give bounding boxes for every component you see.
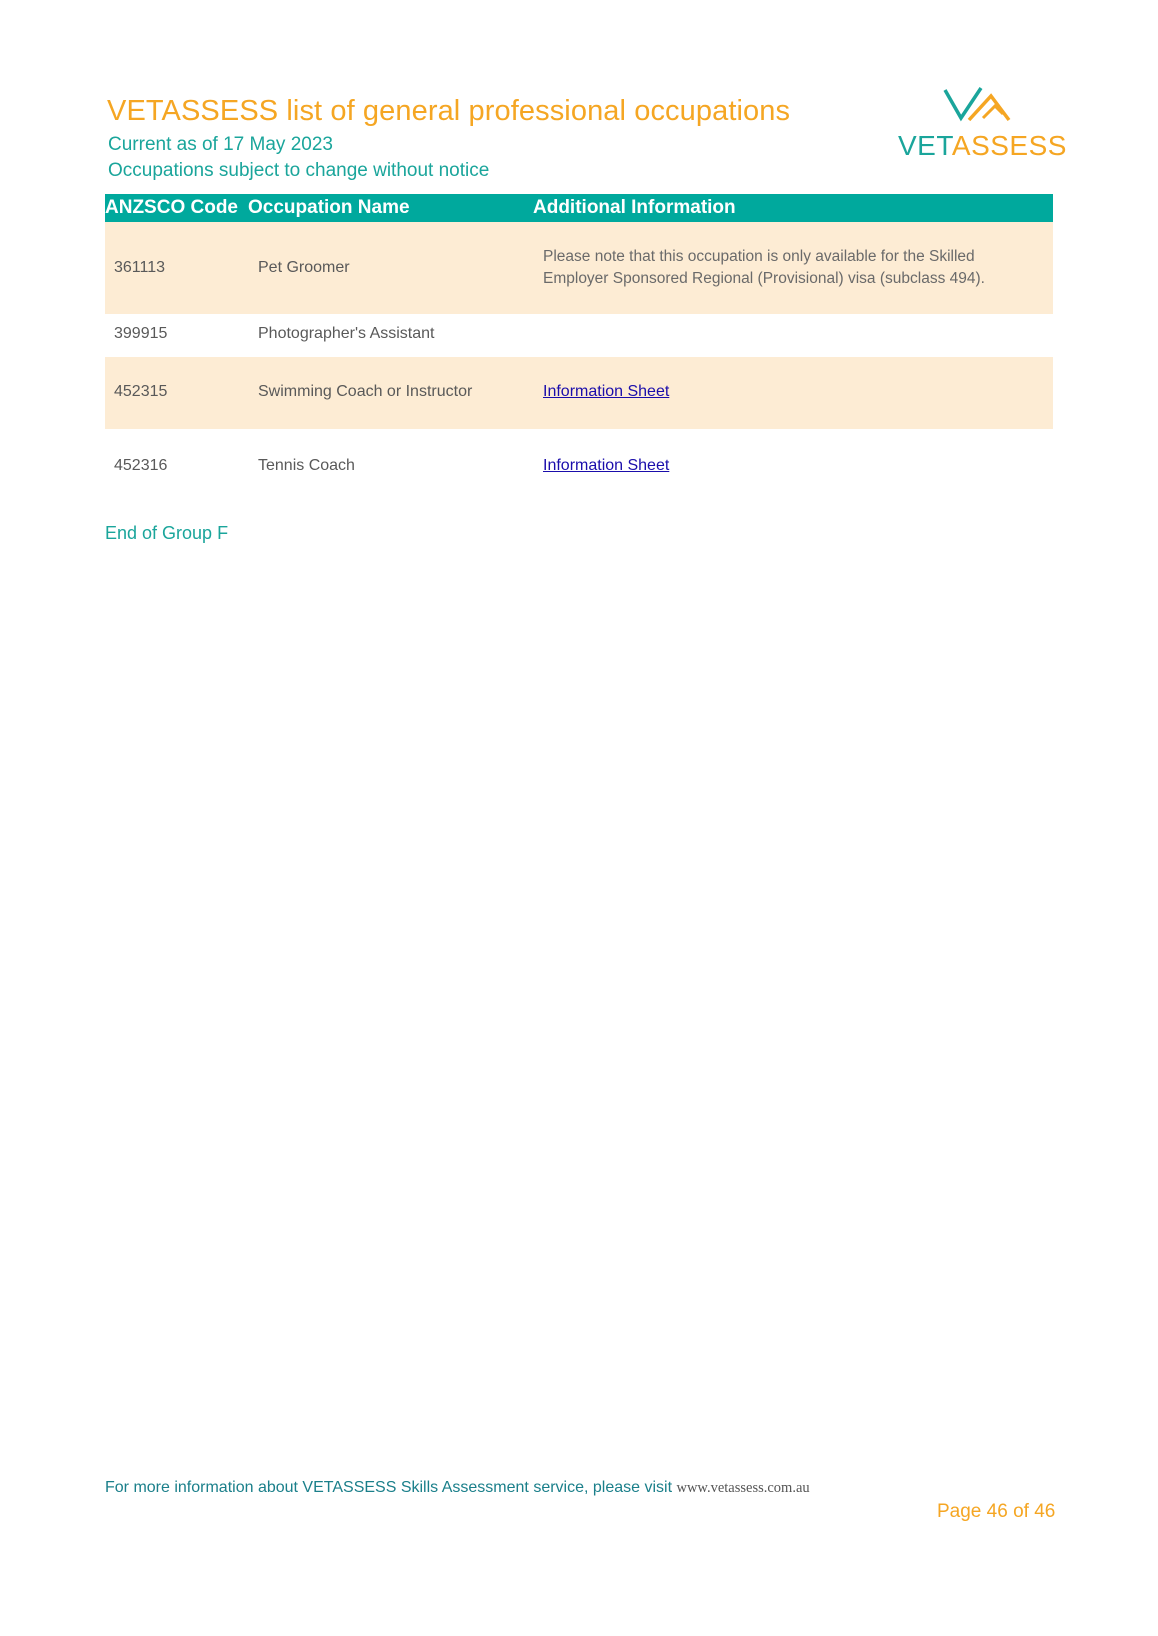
footer-info <box>105 1479 810 1497</box>
footer-text: For more information about VETASSESS Skills Assessment service, please visit <box>105 1479 677 1496</box>
logo-text-assess: ASSESS <box>951 130 1067 161</box>
page-number: Page 46 of 46 <box>937 1501 1056 1522</box>
row-occupation: Tennis Coach <box>258 457 355 474</box>
logo-text-vet: VET <box>898 130 952 161</box>
change-notice: Occupations subject to change without notice <box>108 160 490 181</box>
column-header-info: Additional Information <box>533 197 736 218</box>
table-header <box>105 194 1053 222</box>
logo-mark-icon <box>943 84 1013 126</box>
column-header-name: Occupation Name <box>248 197 410 218</box>
footer-url: www.vetassess.com.au <box>676 1480 810 1496</box>
row-code: 452316 <box>114 457 168 474</box>
occupations-table <box>105 194 1053 503</box>
table-row <box>105 222 1053 314</box>
row-info-note: Please note that this occupation is only available for the Skilled Employer Sponsored Regional (Provisional) visa (subclass 494). <box>543 248 985 287</box>
table-row <box>105 314 1053 357</box>
information-sheet-link[interactable]: Information Sheet <box>543 457 670 474</box>
row-occupation: Photographer's Assistant <box>258 325 435 342</box>
row-occupation: Pet Groomer <box>258 259 350 276</box>
vetassess-logo <box>898 84 1067 164</box>
information-sheet-link[interactable]: Information Sheet <box>543 383 670 400</box>
row-code: 361113 <box>114 259 166 276</box>
page-title: VETASSESS list of general professional occupations <box>107 95 791 127</box>
table-row <box>105 429 1053 503</box>
logo-wordmark <box>898 130 1067 162</box>
table-row <box>105 357 1053 429</box>
end-of-group-label: End of Group F <box>105 523 229 543</box>
row-code: 452315 <box>114 383 168 400</box>
row-code: 399915 <box>114 325 168 342</box>
column-header-code: ANZSCO Code <box>105 197 238 218</box>
row-occupation: Swimming Coach or Instructor <box>258 383 473 400</box>
current-as-of: Current as of 17 May 2023 <box>108 134 333 155</box>
